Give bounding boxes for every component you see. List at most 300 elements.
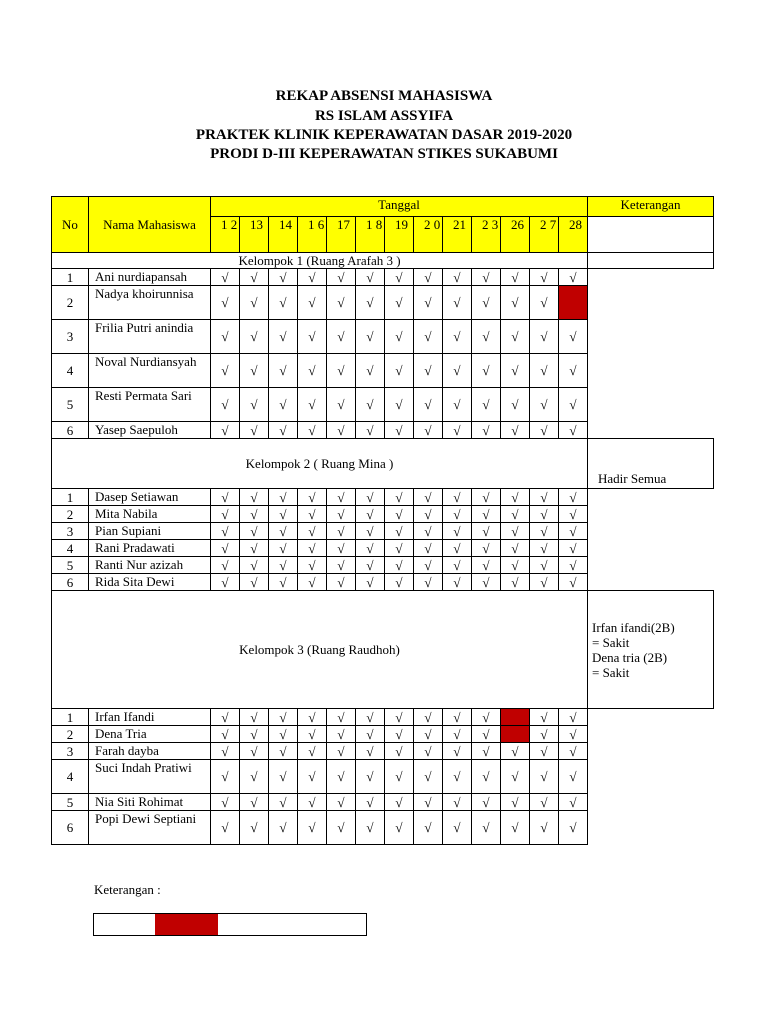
legend-box [93,913,367,936]
present-cell: √ [356,811,385,845]
present-cell: √ [298,489,327,506]
present-cell: √ [443,523,472,540]
present-cell: √ [530,726,559,743]
present-cell: √ [530,540,559,557]
present-cell: √ [385,811,414,845]
present-cell: √ [327,574,356,591]
present-cell: √ [240,709,269,726]
present-cell: √ [501,794,530,811]
present-cell: √ [501,811,530,845]
present-cell: √ [385,709,414,726]
present-cell: √ [472,286,501,320]
group-row [52,439,714,489]
student-no: 5 [52,794,89,811]
present-cell: √ [559,574,588,591]
present-cell: √ [356,269,385,286]
present-cell: √ [559,489,588,506]
student-no: 2 [52,726,89,743]
present-cell: √ [501,523,530,540]
present-cell: √ [501,354,530,388]
note-blank [588,269,714,439]
present-cell: √ [269,523,298,540]
present-cell: √ [298,286,327,320]
date-cell: 28 [559,217,588,253]
attendance-table [51,196,714,845]
present-cell: √ [211,794,240,811]
present-cell: √ [356,286,385,320]
present-cell: √ [240,523,269,540]
present-cell: √ [269,269,298,286]
note-line: Irfan ifandi(2B) [592,619,675,635]
present-cell: √ [356,354,385,388]
present-cell: √ [530,811,559,845]
present-cell: √ [327,540,356,557]
present-cell: √ [443,726,472,743]
present-cell: √ [269,557,298,574]
date-cell: 1 6 [298,217,327,253]
present-cell: √ [443,709,472,726]
student-no: 3 [52,743,89,760]
present-cell: √ [501,506,530,523]
present-cell: √ [472,540,501,557]
present-cell: √ [298,574,327,591]
present-cell: √ [327,523,356,540]
group-note: Hadir Semua [588,439,714,489]
present-cell: √ [414,269,443,286]
present-cell: √ [443,489,472,506]
present-cell: √ [472,794,501,811]
present-cell: √ [269,388,298,422]
present-cell: √ [356,506,385,523]
present-cell: √ [443,760,472,794]
present-cell: √ [211,574,240,591]
student-no: 5 [52,557,89,574]
student-name: Suci Indah Pratiwi [89,760,211,794]
legend-present-swatch [94,914,155,935]
title-line-3: PRAKTEK KLINIK KEPERAWATAN DASAR 2019-2020 [195,127,573,143]
present-cell: √ [298,811,327,845]
present-cell: √ [559,422,588,439]
student-name: Dasep Setiawan [89,489,211,506]
present-cell: √ [530,388,559,422]
present-cell: √ [501,286,530,320]
present-cell: √ [414,286,443,320]
present-cell: √ [211,286,240,320]
present-cell: √ [298,540,327,557]
present-cell: √ [385,286,414,320]
student-no: 1 [52,489,89,506]
present-cell: √ [240,286,269,320]
present-cell: √ [298,506,327,523]
present-cell: √ [385,354,414,388]
present-cell: √ [269,540,298,557]
present-cell: √ [269,320,298,354]
present-cell: √ [298,388,327,422]
present-cell: √ [472,489,501,506]
present-cell: √ [472,726,501,743]
present-cell: √ [356,794,385,811]
present-cell: √ [472,557,501,574]
present-cell: √ [530,557,559,574]
date-cell: 2 0 [414,217,443,253]
present-cell: √ [240,794,269,811]
present-cell: √ [501,743,530,760]
date-cell: 1 8 [356,217,385,253]
present-cell: √ [269,422,298,439]
present-cell: √ [298,320,327,354]
present-cell: √ [472,506,501,523]
present-cell: √ [559,269,588,286]
present-cell: √ [530,286,559,320]
date-cell: 14 [269,217,298,253]
present-cell: √ [269,286,298,320]
present-cell: √ [414,811,443,845]
present-cell: √ [327,557,356,574]
present-cell: √ [240,506,269,523]
student-name: Popi Dewi Septiani [89,811,211,845]
present-cell: √ [443,574,472,591]
student-no: 4 [52,354,89,388]
date-cell: 13 [240,217,269,253]
present-cell: √ [385,540,414,557]
student-name: Resti Permata Sari [89,388,211,422]
present-cell: √ [414,422,443,439]
group-title: Kelompok 1 (Ruang Arafah 3 ) [52,253,588,269]
date-cell: 1 2 [211,217,240,253]
present-cell: √ [240,320,269,354]
present-cell: √ [327,811,356,845]
present-cell: √ [530,320,559,354]
present-cell: √ [356,489,385,506]
present-cell: √ [385,388,414,422]
present-cell: √ [211,760,240,794]
date-cell: 2 7 [530,217,559,253]
present-cell: √ [472,574,501,591]
present-cell: √ [414,743,443,760]
present-cell: √ [327,709,356,726]
present-cell: √ [472,388,501,422]
student-name: Frilia Putri anindia [89,320,211,354]
present-cell: √ [327,354,356,388]
present-cell: √ [356,523,385,540]
present-cell: √ [269,794,298,811]
present-cell: √ [356,320,385,354]
present-cell: √ [269,709,298,726]
student-name: Rida Sita Dewi [89,574,211,591]
present-cell: √ [385,794,414,811]
present-cell: √ [269,726,298,743]
student-no: 1 [52,269,89,286]
present-cell: √ [211,540,240,557]
present-cell: √ [211,422,240,439]
legend-absent-swatch [155,914,218,935]
present-cell: √ [240,726,269,743]
present-cell: √ [240,760,269,794]
present-cell: √ [472,422,501,439]
present-cell: √ [472,760,501,794]
absent-cell [559,286,588,320]
present-cell: √ [356,388,385,422]
present-cell: √ [443,388,472,422]
present-cell: √ [530,794,559,811]
student-name: Yasep Saepuloh [89,422,211,439]
present-cell: √ [501,489,530,506]
student-row [52,269,714,286]
note-line: = Sakit [592,664,630,680]
present-cell: √ [501,540,530,557]
present-cell: √ [559,388,588,422]
legend-label: Keterangan : [94,882,161,897]
present-cell: √ [530,422,559,439]
present-cell: √ [501,760,530,794]
student-no: 2 [52,286,89,320]
present-cell: √ [530,506,559,523]
present-cell: √ [530,574,559,591]
present-cell: √ [472,811,501,845]
student-no: 4 [52,540,89,557]
present-cell: √ [414,574,443,591]
present-cell: √ [327,320,356,354]
present-cell: √ [443,540,472,557]
present-cell: √ [240,354,269,388]
present-cell: √ [501,320,530,354]
title-line-2: RS ISLAM ASSYIFA [314,108,454,124]
present-cell: √ [356,540,385,557]
student-no: 6 [52,574,89,591]
header-no: No [52,197,89,253]
present-cell: √ [298,422,327,439]
note-blank [588,489,714,591]
present-cell: √ [414,523,443,540]
note-line: Dena tria (2B) [592,649,668,665]
student-no: 3 [52,523,89,540]
present-cell: √ [327,388,356,422]
present-cell: √ [559,523,588,540]
student-name: Farah dayba [89,743,211,760]
present-cell: √ [559,743,588,760]
present-cell: √ [240,557,269,574]
group-title: Kelompok 3 (Ruang Raudhoh) [52,591,588,709]
present-cell: √ [501,557,530,574]
student-name: Ranti Nur azizah [89,557,211,574]
present-cell: √ [385,760,414,794]
present-cell: √ [298,269,327,286]
present-cell: √ [269,760,298,794]
present-cell: √ [472,709,501,726]
present-cell: √ [269,506,298,523]
student-name: Pian Supiani [89,523,211,540]
student-name: Irfan Ifandi [89,709,211,726]
present-cell: √ [211,489,240,506]
header-keterangan: Keterangan [588,197,714,217]
present-cell: √ [501,574,530,591]
present-cell: √ [414,760,443,794]
present-cell: √ [211,557,240,574]
present-cell: √ [327,269,356,286]
title-line-4: PRODI D-III KEPERAWATAN STIKES SUKABUMI [210,146,558,162]
present-cell: √ [298,794,327,811]
present-cell: √ [385,422,414,439]
student-name: Ani nurdiapansah [89,269,211,286]
present-cell: √ [414,540,443,557]
present-cell: √ [559,506,588,523]
present-cell: √ [240,489,269,506]
student-no: 4 [52,760,89,794]
present-cell: √ [443,506,472,523]
present-cell: √ [298,709,327,726]
present-cell: √ [443,269,472,286]
present-cell: √ [240,422,269,439]
present-cell: √ [240,540,269,557]
present-cell: √ [240,574,269,591]
present-cell: √ [443,794,472,811]
present-cell: √ [356,743,385,760]
present-cell: √ [298,726,327,743]
present-cell: √ [414,794,443,811]
present-cell: √ [414,354,443,388]
present-cell: √ [211,709,240,726]
legend-empty-swatch [218,914,366,935]
present-cell: √ [327,743,356,760]
present-cell: √ [559,760,588,794]
present-cell: √ [559,794,588,811]
present-cell: √ [501,422,530,439]
present-cell: √ [530,743,559,760]
present-cell: √ [443,743,472,760]
present-cell: √ [240,811,269,845]
present-cell: √ [414,388,443,422]
present-cell: √ [269,489,298,506]
student-name: Nia Siti Rohimat [89,794,211,811]
present-cell: √ [211,811,240,845]
present-cell: √ [356,557,385,574]
present-cell: √ [559,540,588,557]
student-name: Nadya khoirunnisa [89,286,211,320]
present-cell: √ [269,743,298,760]
title-line-1: REKAP ABSENSI MAHASISWA [275,88,493,104]
present-cell: √ [211,388,240,422]
present-cell: √ [356,422,385,439]
present-cell: √ [298,523,327,540]
present-cell: √ [356,760,385,794]
present-cell: √ [530,354,559,388]
student-no: 6 [52,811,89,845]
group-note [588,253,714,269]
present-cell: √ [327,794,356,811]
present-cell: √ [298,354,327,388]
present-cell: √ [211,320,240,354]
present-cell: √ [530,489,559,506]
present-cell: √ [211,743,240,760]
student-no: 5 [52,388,89,422]
date-cell: 21 [443,217,472,253]
present-cell: √ [327,422,356,439]
present-cell: √ [385,506,414,523]
present-cell: √ [298,743,327,760]
present-cell: √ [443,320,472,354]
student-no: 6 [52,422,89,439]
present-cell: √ [385,269,414,286]
present-cell: √ [559,709,588,726]
present-cell: √ [240,269,269,286]
student-row [52,709,714,726]
group-row [52,591,714,709]
present-cell: √ [211,354,240,388]
present-cell: √ [559,354,588,388]
present-cell: √ [414,557,443,574]
present-cell: √ [211,506,240,523]
present-cell: √ [269,574,298,591]
student-no: 1 [52,709,89,726]
present-cell: √ [443,557,472,574]
present-cell: √ [240,388,269,422]
keterangan-blank [588,217,714,253]
present-cell: √ [443,811,472,845]
present-cell: √ [414,726,443,743]
present-cell: √ [472,523,501,540]
present-cell: √ [385,557,414,574]
present-cell: √ [327,760,356,794]
present-cell: √ [327,506,356,523]
present-cell: √ [269,354,298,388]
present-cell: √ [356,574,385,591]
present-cell: √ [443,286,472,320]
present-cell: √ [501,388,530,422]
present-cell: √ [414,320,443,354]
present-cell: √ [472,743,501,760]
header-nama: Nama Mahasiswa [89,197,211,253]
present-cell: √ [501,269,530,286]
present-cell: √ [211,523,240,540]
present-cell: √ [472,320,501,354]
present-cell: √ [559,811,588,845]
date-cell: 26 [501,217,530,253]
absent-cell [501,726,530,743]
present-cell: √ [327,286,356,320]
present-cell: √ [443,354,472,388]
present-cell: √ [414,489,443,506]
date-cell: 19 [385,217,414,253]
date-cell: 17 [327,217,356,253]
header-tanggal: Tanggal [211,197,588,217]
present-cell: √ [530,269,559,286]
present-cell: √ [443,422,472,439]
student-row [52,489,714,506]
present-cell: √ [269,811,298,845]
student-no: 3 [52,320,89,354]
present-cell: √ [559,557,588,574]
present-cell: √ [327,726,356,743]
present-cell: √ [356,726,385,743]
student-no: 2 [52,506,89,523]
present-cell: √ [211,269,240,286]
student-name: Dena Tria [89,726,211,743]
present-cell: √ [385,743,414,760]
present-cell: √ [530,523,559,540]
header-row [52,197,714,217]
present-cell: √ [385,320,414,354]
group-row [52,253,714,269]
present-cell: √ [356,709,385,726]
present-cell: √ [472,269,501,286]
student-name: Rani Pradawati [89,540,211,557]
absent-cell [501,709,530,726]
present-cell: √ [385,523,414,540]
present-cell: √ [414,506,443,523]
present-cell: √ [530,760,559,794]
note-line: = Sakit [592,634,630,650]
present-cell: √ [327,489,356,506]
